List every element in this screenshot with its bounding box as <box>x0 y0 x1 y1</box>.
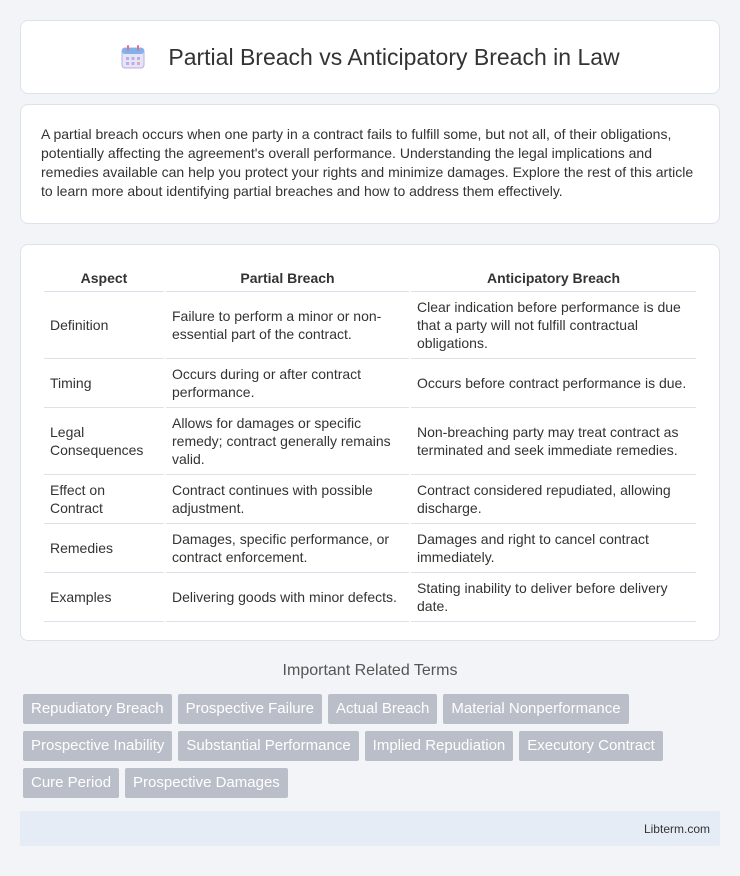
footer-site-link[interactable]: Libterm.com <box>643 821 710 836</box>
table-row <box>44 475 696 524</box>
related-term-tag[interactable]: Prospective Inability <box>23 731 172 761</box>
row-aspect: Definition <box>44 292 164 359</box>
page-title: Partial Breach vs Anticipatory Breach in Law <box>168 43 620 70</box>
related-term-tag[interactable]: Material Nonperformance <box>443 694 628 724</box>
row-anticipatory-breach: Occurs before contract performance is due. <box>411 359 696 408</box>
column-header-partial-breach: Partial Breach <box>166 265 409 292</box>
column-header-aspect: Aspect <box>44 265 164 292</box>
row-anticipatory-breach: Non-breaching party may treat contract as terminated and seek immediate remedies. <box>411 408 696 475</box>
row-partial-breach: Damages, specific performance, or contract enforcement. <box>166 524 409 573</box>
related-term-tag[interactable]: Prospective Failure <box>178 694 322 724</box>
row-aspect: Examples <box>44 573 164 622</box>
row-partial-breach: Failure to perform a minor or non-essential part of the contract. <box>166 292 409 359</box>
row-anticipatory-breach: Damages and right to cancel contract immediately. <box>411 524 696 573</box>
footer <box>20 811 720 846</box>
row-partial-breach: Allows for damages or specific remedy; contract generally remains valid. <box>166 408 409 475</box>
row-aspect: Legal Consequences <box>44 408 164 475</box>
row-partial-breach: Delivering goods with minor defects. <box>166 573 409 622</box>
table-header-row <box>44 265 696 292</box>
row-aspect: Timing <box>44 359 164 408</box>
table-row <box>44 573 696 622</box>
related-term-tag[interactable]: Substantial Performance <box>178 731 358 761</box>
intro-paragraph: A partial breach occurs when one party in a contract fails to fulfill some, but not all, of their obligations, potentially affecting the agreement's overall performance. Understanding the legal implications and remedies available can help you protect your rights and minimize damages. Explore the rest of this article to learn more about identifying partial breaches and how to address them effectively. <box>41 126 694 199</box>
related-term-tag[interactable]: Executory Contract <box>519 731 663 761</box>
row-partial-breach: Occurs during or after contract performance. <box>166 359 409 408</box>
related-terms-title: Important Related Terms <box>282 662 458 679</box>
calendar-icon <box>120 44 146 70</box>
column-header-anticipatory-breach: Anticipatory Breach <box>411 265 696 292</box>
row-anticipatory-breach: Contract considered repudiated, allowing discharge. <box>411 475 696 524</box>
related-terms-list <box>23 694 723 798</box>
related-term-tag[interactable]: Cure Period <box>23 768 119 798</box>
comparison-table <box>42 265 698 622</box>
table-row <box>44 524 696 573</box>
intro-card <box>20 104 720 224</box>
related-term-tag[interactable]: Actual Breach <box>328 694 437 724</box>
row-aspect: Effect on Contract <box>44 475 164 524</box>
row-partial-breach: Contract continues with possible adjustment. <box>166 475 409 524</box>
row-aspect: Remedies <box>44 524 164 573</box>
related-term-tag[interactable]: Prospective Damages <box>125 768 288 798</box>
row-anticipatory-breach: Clear indication before performance is due that a party will not fulfill contractual obligations. <box>411 292 696 359</box>
row-anticipatory-breach: Stating inability to deliver before delivery date. <box>411 573 696 622</box>
header-card <box>20 20 720 94</box>
comparison-table-card <box>20 244 720 641</box>
related-term-tag[interactable]: Repudiatory Breach <box>23 694 172 724</box>
table-row <box>44 408 696 475</box>
related-term-tag[interactable]: Implied Repudiation <box>365 731 514 761</box>
table-row <box>44 359 696 408</box>
table-row <box>44 292 696 359</box>
